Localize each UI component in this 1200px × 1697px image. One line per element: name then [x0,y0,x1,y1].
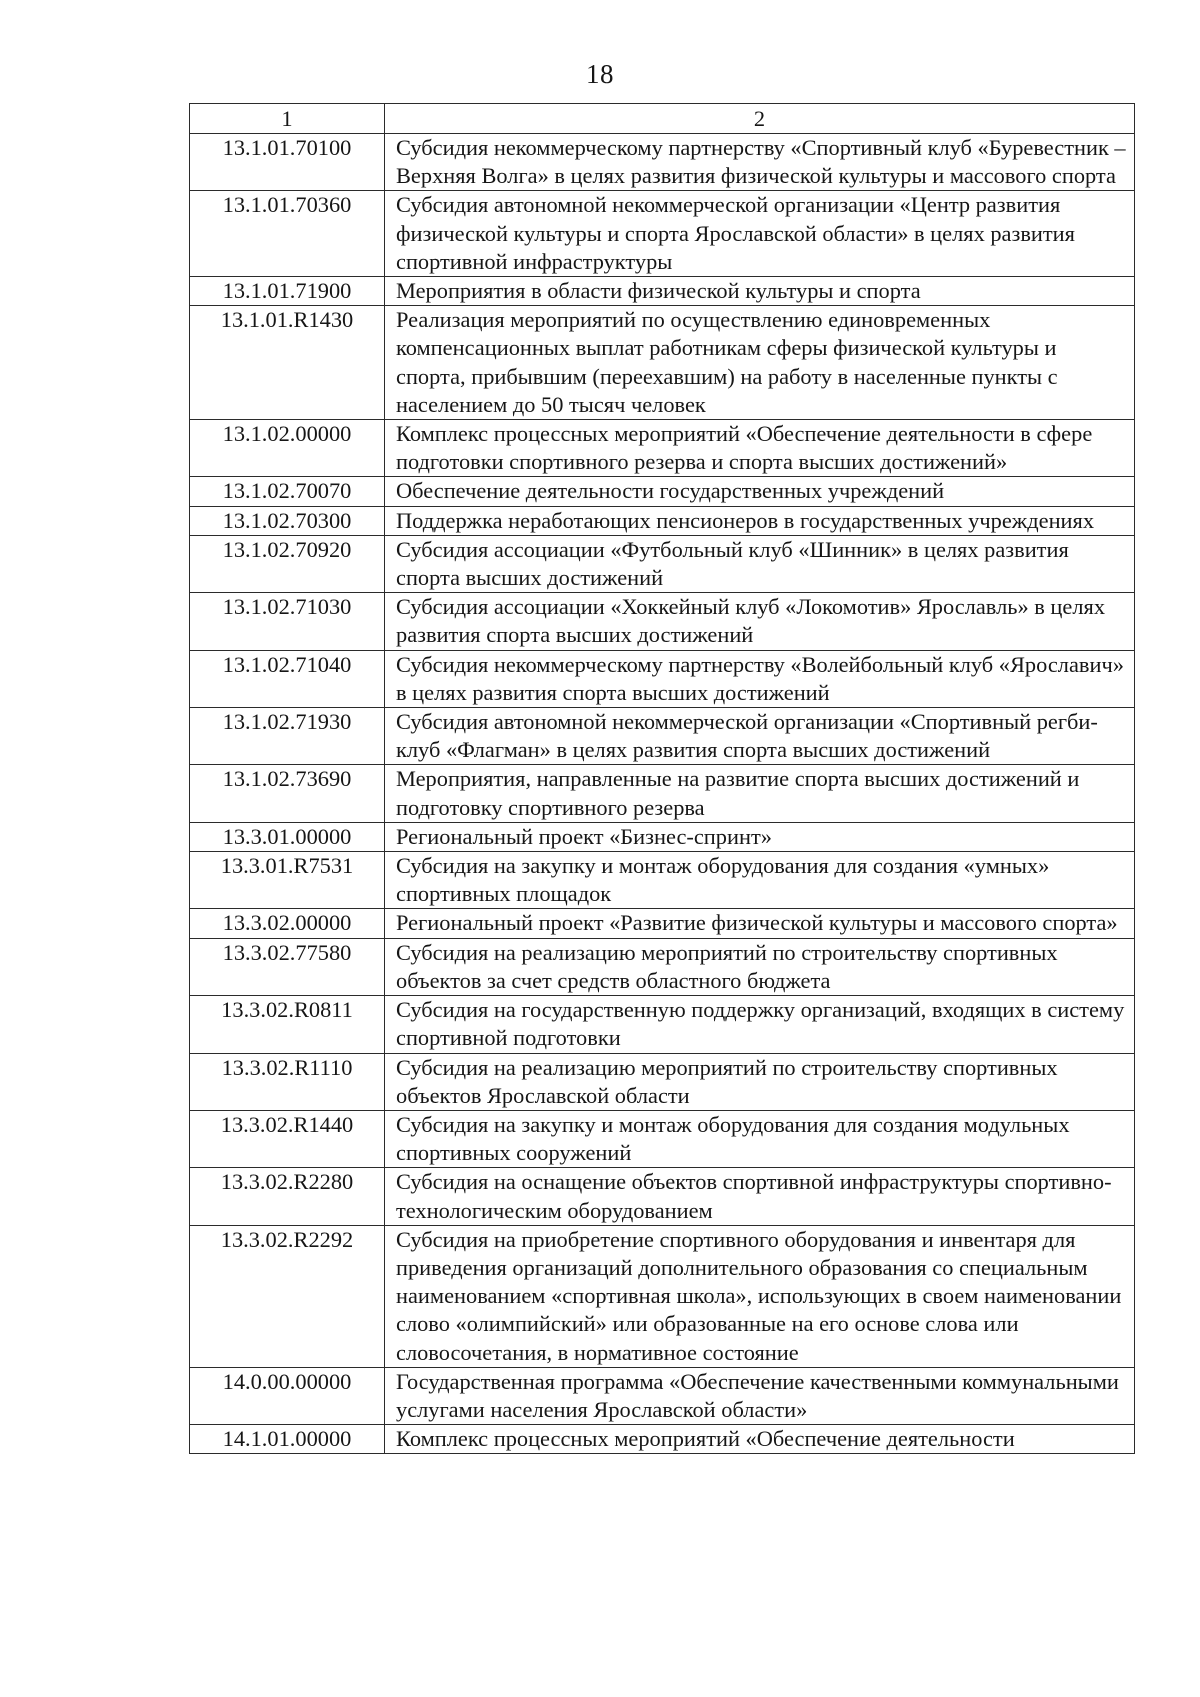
column-header-1: 1 [190,104,385,134]
table-row [190,277,1135,306]
table-row [190,909,1135,938]
table-row [190,650,1135,707]
row-description-cell: Обеспечение деятельности государственных учреждений [385,477,1135,506]
table-row [190,535,1135,592]
table-body [190,134,1135,1454]
row-description-cell: Субсидия некоммерческому партнерству «Спортивный клуб «Буревестник – Верхняя Волга» в целях развития физической культуры и массового спорта [385,134,1135,191]
row-description-cell: Реализация мероприятий по осуществлению единовременных компенсационных выплат работникам сферы физической культуры и спорта, прибывшим (переехавшим) на работу в населенные пункты с населением до 50 тысяч человек [385,306,1135,420]
row-code-cell: 13.3.01.R7531 [190,852,385,909]
table-row [190,420,1135,477]
table-row [190,1225,1135,1367]
table-row [190,1367,1135,1424]
table-row [190,852,1135,909]
row-code-cell: 13.1.02.71930 [190,708,385,765]
row-code-cell: 13.1.02.71030 [190,593,385,650]
row-code-cell: 13.3.02.R0811 [190,996,385,1053]
row-code-cell: 13.3.01.00000 [190,822,385,851]
row-code-cell: 13.3.02.00000 [190,909,385,938]
row-description-cell: Государственная программа «Обеспечение качественными коммунальными услугами населения Ярославской области» [385,1367,1135,1424]
row-description-cell: Региональный проект «Бизнес-спринт» [385,822,1135,851]
row-description-cell: Субсидия на оснащение объектов спортивной инфраструктуры спортивно-технологическим оборудованием [385,1168,1135,1225]
table-row [190,134,1135,191]
row-code-cell: 13.1.02.70070 [190,477,385,506]
row-description-cell: Субсидия некоммерческому партнерству «Волейбольный клуб «Ярославич» в целях развития спорта высших достижений [385,650,1135,707]
table-row [190,506,1135,535]
row-description-cell: Региональный проект «Развитие физической культуры и массового спорта» [385,909,1135,938]
row-code-cell: 14.0.00.00000 [190,1367,385,1424]
row-code-cell: 13.3.02.R2292 [190,1225,385,1367]
row-description-cell: Субсидия на закупку и монтаж оборудования для создания «умных» спортивных площадок [385,852,1135,909]
table-row [190,306,1135,420]
page-number: 18 [586,59,614,89]
row-code-cell: 13.1.02.70920 [190,535,385,592]
table-row [190,996,1135,1053]
row-code-cell: 13.1.01.70360 [190,191,385,277]
row-code-cell: 13.1.01.70100 [190,134,385,191]
budget-code-table [189,103,1135,1454]
row-code-cell: 13.1.02.73690 [190,765,385,822]
table-row [190,191,1135,277]
row-description-cell: Субсидия ассоциации «Футбольный клуб «Шинник» в целях развития спорта высших достижений [385,535,1135,592]
row-description-cell: Субсидия на закупку и монтаж оборудования для создания модульных спортивных сооружений [385,1110,1135,1167]
row-description-cell: Субсидия на государственную поддержку организаций, входящих в систему спортивной подготовки [385,996,1135,1053]
row-description-cell: Субсидия ассоциации «Хоккейный клуб «Локомотив» Ярославль» в целях развития спорта высших достижений [385,593,1135,650]
row-description-cell: Субсидия автономной некоммерческой организации «Центр развития физической культуры и спорта Ярославской области» в целях развития спортивной инфраструктуры [385,191,1135,277]
row-description-cell: Комплекс процессных мероприятий «Обеспечение деятельности в сфере подготовки спортивного резерва и спорта высших достижений» [385,420,1135,477]
table-header-row [190,104,1135,134]
row-description-cell: Мероприятия в области физической культуры и спорта [385,277,1135,306]
row-description-cell: Мероприятия, направленные на развитие спорта высших достижений и подготовку спортивного резерва [385,765,1135,822]
table-row [190,1425,1135,1454]
row-description-cell: Субсидия на реализацию мероприятий по строительству спортивных объектов Ярославской области [385,1053,1135,1110]
row-code-cell: 13.1.02.70300 [190,506,385,535]
row-code-cell: 14.1.01.00000 [190,1425,385,1454]
row-code-cell: 13.3.02.77580 [190,938,385,995]
table-row [190,1110,1135,1167]
row-code-cell: 13.1.01.71900 [190,277,385,306]
row-code-cell: 13.1.01.R1430 [190,306,385,420]
row-code-cell: 13.3.02.R1110 [190,1053,385,1110]
row-description-cell: Субсидия на реализацию мероприятий по строительству спортивных объектов за счет средств областного бюджета [385,938,1135,995]
table-row [190,1168,1135,1225]
row-code-cell: 13.1.02.71040 [190,650,385,707]
row-code-cell: 13.3.02.R1440 [190,1110,385,1167]
row-code-cell: 13.3.02.R2280 [190,1168,385,1225]
table-row [190,765,1135,822]
row-description-cell: Субсидия на приобретение спортивного оборудования и инвентаря для приведения организаций дополнительного образования со специальным наименованием «спортивная школа», использующих в своем наименовании слово «олимпийский» или образованные на его основе слова или словосочетания, в нормативное состояние [385,1225,1135,1367]
table-row [190,938,1135,995]
row-code-cell: 13.1.02.00000 [190,420,385,477]
table-row [190,477,1135,506]
column-header-2: 2 [385,104,1135,134]
row-description-cell: Субсидия автономной некоммерческой организации «Спортивный регби-клуб «Флагман» в целях развития спорта высших достижений [385,708,1135,765]
table-row [190,593,1135,650]
table-row [190,1053,1135,1110]
table-row [190,708,1135,765]
row-description-cell: Поддержка неработающих пенсионеров в государственных учреждениях [385,506,1135,535]
table-row [190,822,1135,851]
row-description-cell: Комплекс процессных мероприятий «Обеспечение деятельности [385,1425,1135,1454]
